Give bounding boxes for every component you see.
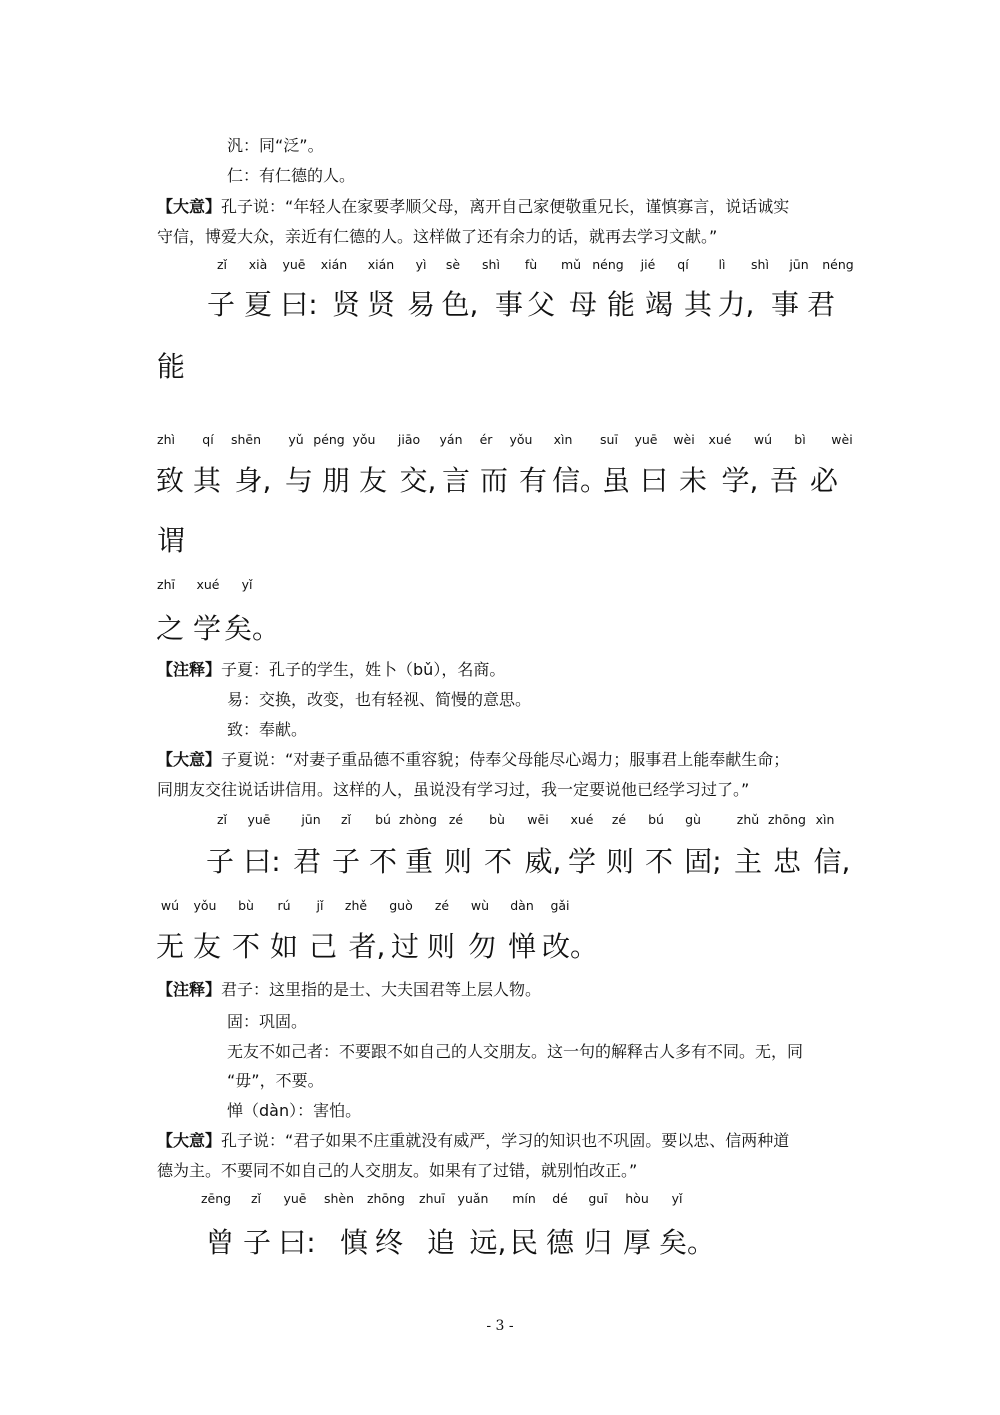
pinyin-syllable: wú — [160, 898, 180, 913]
classic-char: 慎 — [339, 1226, 369, 1259]
classic-text-row — [0, 930, 1000, 964]
pinyin-syllable: wēi — [527, 812, 549, 827]
zhushi-text: 君子：这里指的是士、大夫国君等上层人物。 — [221, 980, 542, 999]
classic-char: 君 — [806, 288, 836, 321]
classic-text-row — [0, 288, 1000, 322]
pinyin-syllable: yǒu — [193, 898, 217, 913]
pinyin-row — [0, 432, 1000, 448]
pinyin-syllable: xìn — [553, 432, 573, 447]
classic-char: 竭 — [644, 288, 674, 321]
pinyin-syllable: yì — [415, 257, 427, 272]
pinyin-syllable: xué — [570, 812, 594, 827]
pinyin-syllable: bú — [375, 812, 391, 827]
note-yi: 易：交换，改变，也有轻视、简慢的意思。 — [227, 690, 532, 709]
pinyin-syllable: zhì — [157, 432, 175, 447]
pinyin-syllable: jié — [640, 257, 656, 272]
pinyin-syllable: zǐ — [250, 1191, 262, 1206]
pinyin-syllable: bì — [794, 432, 806, 447]
pinyin-syllable: zǐ — [216, 257, 228, 272]
pinyin-syllable: néng — [822, 257, 854, 272]
classic-char: 勿 — [467, 930, 497, 963]
zhushi-label: 【注释】 — [157, 980, 222, 999]
pinyin-syllable: xián — [320, 257, 348, 272]
pinyin-syllable: ér — [479, 432, 493, 447]
pinyin-syllable: zhǔ — [736, 812, 760, 827]
classic-char: 重 — [404, 845, 434, 878]
classic-char: 致 — [155, 464, 185, 497]
classic-char: 父 — [526, 288, 556, 321]
pinyin-syllable: bù — [489, 812, 505, 827]
classic-char: 友 — [358, 464, 388, 497]
classic-char: 学, — [721, 464, 759, 497]
classic-char: 必 — [809, 464, 839, 497]
page-number: - 3 - — [486, 1318, 514, 1334]
pinyin-syllable: dé — [552, 1191, 568, 1206]
classic-char: 身, — [234, 464, 272, 497]
classic-char: 曰: — [278, 1226, 316, 1259]
pinyin-syllable: qí — [202, 432, 214, 447]
pinyin-syllable: hòu — [625, 1191, 649, 1206]
pinyin-syllable: shèn — [323, 1191, 355, 1206]
classic-char: 夏 — [243, 288, 273, 321]
note-wuyou-line2: “毋”，不要。 — [227, 1071, 324, 1090]
classic-char: 曰 — [639, 464, 669, 497]
classic-char: 易 — [406, 288, 436, 321]
pinyin-syllable: wú — [753, 432, 773, 447]
pinyin-syllable: xián — [367, 257, 395, 272]
dayi-text: 孔子说：“君子如果不庄重就没有威严，学习的知识也不巩固。要以忠、信两种道 — [221, 1131, 790, 1150]
dayi-label: 【大意】 — [157, 1131, 222, 1150]
pinyin-syllable: guī — [588, 1191, 608, 1206]
classic-char: 远, — [469, 1226, 507, 1259]
pinyin-syllable: jiāo — [397, 432, 421, 447]
pinyin-syllable: yuē — [247, 812, 271, 827]
classic-char: 而 — [479, 464, 509, 497]
classic-char: 交, — [399, 464, 437, 497]
dayi-2-line1 — [157, 750, 789, 770]
pinyin-syllable: péng — [313, 432, 345, 447]
classic-char: 学 — [192, 612, 222, 645]
note-dan: 惮（dàn）：害怕。 — [227, 1101, 362, 1120]
classic-char: 者, — [348, 930, 386, 963]
dayi-text: 孔子说：“年轻人在家要孝顺父母，离开自己家便敬重兄长，谨慎寡言，说话诚实 — [221, 197, 790, 216]
classic-char: 追 — [426, 1226, 456, 1259]
pinyin-syllable: zé — [611, 812, 627, 827]
pinyin-syllable: zhě — [344, 898, 368, 913]
classic-char: 德 — [545, 1226, 575, 1259]
classic-char: 事 — [770, 288, 800, 321]
pinyin-syllable: xià — [248, 257, 268, 272]
pinyin-syllable: sè — [445, 257, 461, 272]
classic-char: 有 — [518, 464, 548, 497]
classic-char: 过 — [390, 930, 420, 963]
pinyin-syllable: zhōng — [367, 1191, 405, 1206]
pinyin-syllable: qí — [677, 257, 689, 272]
pinyin-syllable: wù — [470, 898, 490, 913]
pinyin-syllable: yǐ — [671, 1191, 683, 1206]
dayi-text: 子夏说：“对妻子重品德不重容貌；侍奉父母能尽心竭力；服事君上能奉献生命； — [221, 750, 790, 769]
classic-char: 子 — [206, 288, 236, 321]
classic-char: 事 — [494, 288, 524, 321]
pinyin-syllable: xìn — [815, 812, 835, 827]
pinyin-syllable: zǐ — [340, 812, 352, 827]
pinyin-syllable: shì — [482, 257, 500, 272]
pinyin-syllable: guò — [389, 898, 413, 913]
classic-char: 不 — [368, 845, 398, 878]
classic-char: 曾 — [205, 1226, 235, 1259]
pinyin-syllable: gǎi — [550, 898, 570, 913]
pinyin-row — [0, 898, 1000, 914]
dayi-1-line2: 守信，博爱大众，亲近有仁德的人。这样做了还有余力的话，就再去学习文献。” — [157, 227, 718, 246]
pinyin-syllable: bú — [648, 812, 664, 827]
classic-char: 主 — [733, 845, 763, 878]
classic-char: 改。 — [541, 930, 599, 963]
pinyin-syllable: wèi — [673, 432, 695, 447]
classic-text-row — [0, 350, 1000, 384]
pinyin-syllable: shēn — [230, 432, 262, 447]
pinyin-syllable: jǐ — [316, 898, 324, 913]
pinyin-syllable: bù — [238, 898, 254, 913]
classic-char: 贤 — [366, 288, 396, 321]
classic-char: 虽 — [601, 464, 631, 497]
note-wuyou-line1: 无友不如己者：不要跟不如自己的人交朋友。这一句的解释古人多有不同。无，同 — [227, 1042, 804, 1061]
classic-char: 则 — [605, 845, 635, 878]
classic-char: 言 — [441, 464, 471, 497]
pinyin-syllable: mín — [512, 1191, 536, 1206]
classic-char: 之 — [155, 612, 185, 645]
classic-char: 终 — [374, 1226, 404, 1259]
dayi-label: 【大意】 — [157, 750, 222, 769]
classic-char: 力, — [717, 288, 755, 321]
classic-char: 朋 — [321, 464, 351, 497]
classic-char: 无 — [155, 930, 185, 963]
classic-text-row — [0, 464, 1000, 498]
classic-char: 矣。 — [223, 612, 281, 645]
classic-char: 信。 — [551, 464, 609, 497]
pinyin-syllable: zhī — [157, 577, 175, 592]
zhushi-2-line1 — [157, 660, 505, 680]
classic-char: 其 — [192, 464, 222, 497]
classic-char: 不 — [483, 845, 513, 878]
dayi-2-line2: 同朋友交往说话讲信用。这样的人，虽说没有学习过，我一定要说他已经学习过了。” — [157, 780, 750, 799]
pinyin-syllable: rú — [277, 898, 291, 913]
classic-char: 己 — [308, 930, 338, 963]
pinyin-syllable: yuē — [283, 1191, 307, 1206]
pinyin-syllable: dàn — [510, 898, 534, 913]
classic-char: 惮 — [507, 930, 537, 963]
classic-text-row — [0, 845, 1000, 879]
classic-char: 归 — [583, 1226, 613, 1259]
classic-text-row — [0, 524, 1000, 558]
pinyin-syllable: yǐ — [241, 577, 253, 592]
classic-char: 厚 — [622, 1226, 652, 1259]
pinyin-row — [0, 577, 1000, 593]
pinyin-syllable: zēng — [200, 1191, 232, 1206]
classic-char: 矣。 — [658, 1226, 716, 1259]
classic-char: 其 — [683, 288, 713, 321]
note-gu: 固：巩固。 — [227, 1012, 308, 1031]
pinyin-syllable: mǔ — [560, 257, 582, 272]
pinyin-syllable: yǒu — [352, 432, 376, 447]
pinyin-row — [0, 257, 1000, 273]
pinyin-syllable: zé — [434, 898, 450, 913]
pinyin-syllable: yuǎn — [457, 1191, 489, 1206]
classic-char: 不 — [231, 930, 261, 963]
classic-char: 忠 — [772, 845, 802, 878]
pinyin-syllable: suī — [600, 432, 618, 447]
classic-char: 子 — [331, 845, 361, 878]
classic-text-row — [0, 612, 1000, 646]
pinyin-syllable: yǔ — [288, 432, 304, 447]
classic-char: 学 — [567, 845, 597, 878]
pinyin-syllable: xué — [196, 577, 220, 592]
classic-char: 子 — [242, 1226, 272, 1259]
classic-char: 能 — [156, 350, 186, 383]
note-ren: 仁：有仁德的人。 — [227, 166, 356, 185]
pinyin-syllable: yuē — [634, 432, 658, 447]
classic-char: 与 — [284, 464, 314, 497]
classic-char: 母 — [568, 288, 598, 321]
pinyin-row — [0, 812, 1000, 828]
classic-char: 贤 — [331, 288, 361, 321]
classic-char: 未 — [678, 464, 708, 497]
pinyin-syllable: fù — [524, 257, 538, 272]
pinyin-syllable: jūn — [789, 257, 809, 272]
dayi-label: 【大意】 — [157, 197, 222, 216]
classic-char: 信, — [813, 845, 851, 878]
classic-char: 子 — [205, 845, 235, 878]
pinyin-syllable: zé — [448, 812, 464, 827]
zhushi-label: 【注释】 — [157, 660, 222, 679]
classic-char: 谓 — [156, 524, 186, 557]
classic-char: 则 — [426, 930, 456, 963]
note-zhi: 致：奉献。 — [227, 720, 308, 739]
classic-char: 友 — [192, 930, 222, 963]
pinyin-syllable: wèi — [831, 432, 853, 447]
classic-char: 民 — [509, 1226, 539, 1259]
classic-text-row — [0, 1226, 1000, 1260]
pinyin-syllable: zhuī — [419, 1191, 445, 1206]
note-fan: 汎：同“泛”。 — [227, 136, 324, 155]
pinyin-syllable: gù — [685, 812, 701, 827]
pinyin-syllable: yuē — [282, 257, 306, 272]
pinyin-syllable: zhōng — [768, 812, 806, 827]
pinyin-row — [0, 1191, 1000, 1207]
pinyin-syllable: lì — [718, 257, 726, 272]
classic-char: 则 — [443, 845, 473, 878]
classic-char: 能 — [606, 288, 636, 321]
pinyin-syllable: jūn — [301, 812, 321, 827]
pinyin-syllable: zhòng — [399, 812, 437, 827]
classic-char: 君 — [292, 845, 322, 878]
classic-char: 固; — [684, 845, 722, 878]
pinyin-syllable: néng — [592, 257, 624, 272]
classic-char: 曰: — [243, 845, 281, 878]
zhushi-text: 子夏：孔子的学生，姓卜（bǔ），名商。 — [221, 660, 506, 679]
dayi-3-line1 — [157, 1131, 789, 1151]
classic-char: 色, — [441, 288, 479, 321]
pinyin-syllable: yǒu — [509, 432, 533, 447]
classic-char: 曰: — [280, 288, 318, 321]
zhushi-3-line1 — [157, 980, 541, 1000]
pinyin-syllable: zǐ — [216, 812, 228, 827]
classic-char: 如 — [269, 930, 299, 963]
pinyin-syllable: xué — [708, 432, 732, 447]
classic-char: 不 — [644, 845, 674, 878]
classic-char: 吾 — [769, 464, 799, 497]
pinyin-syllable: yán — [439, 432, 463, 447]
dayi-1-line1 — [157, 197, 789, 217]
dayi-3-line2: 德为主。不要同不如自己的人交朋友。如果有了过错，就别怕改正。” — [157, 1161, 638, 1180]
pinyin-syllable: shì — [751, 257, 769, 272]
classic-char: 威, — [524, 845, 562, 878]
